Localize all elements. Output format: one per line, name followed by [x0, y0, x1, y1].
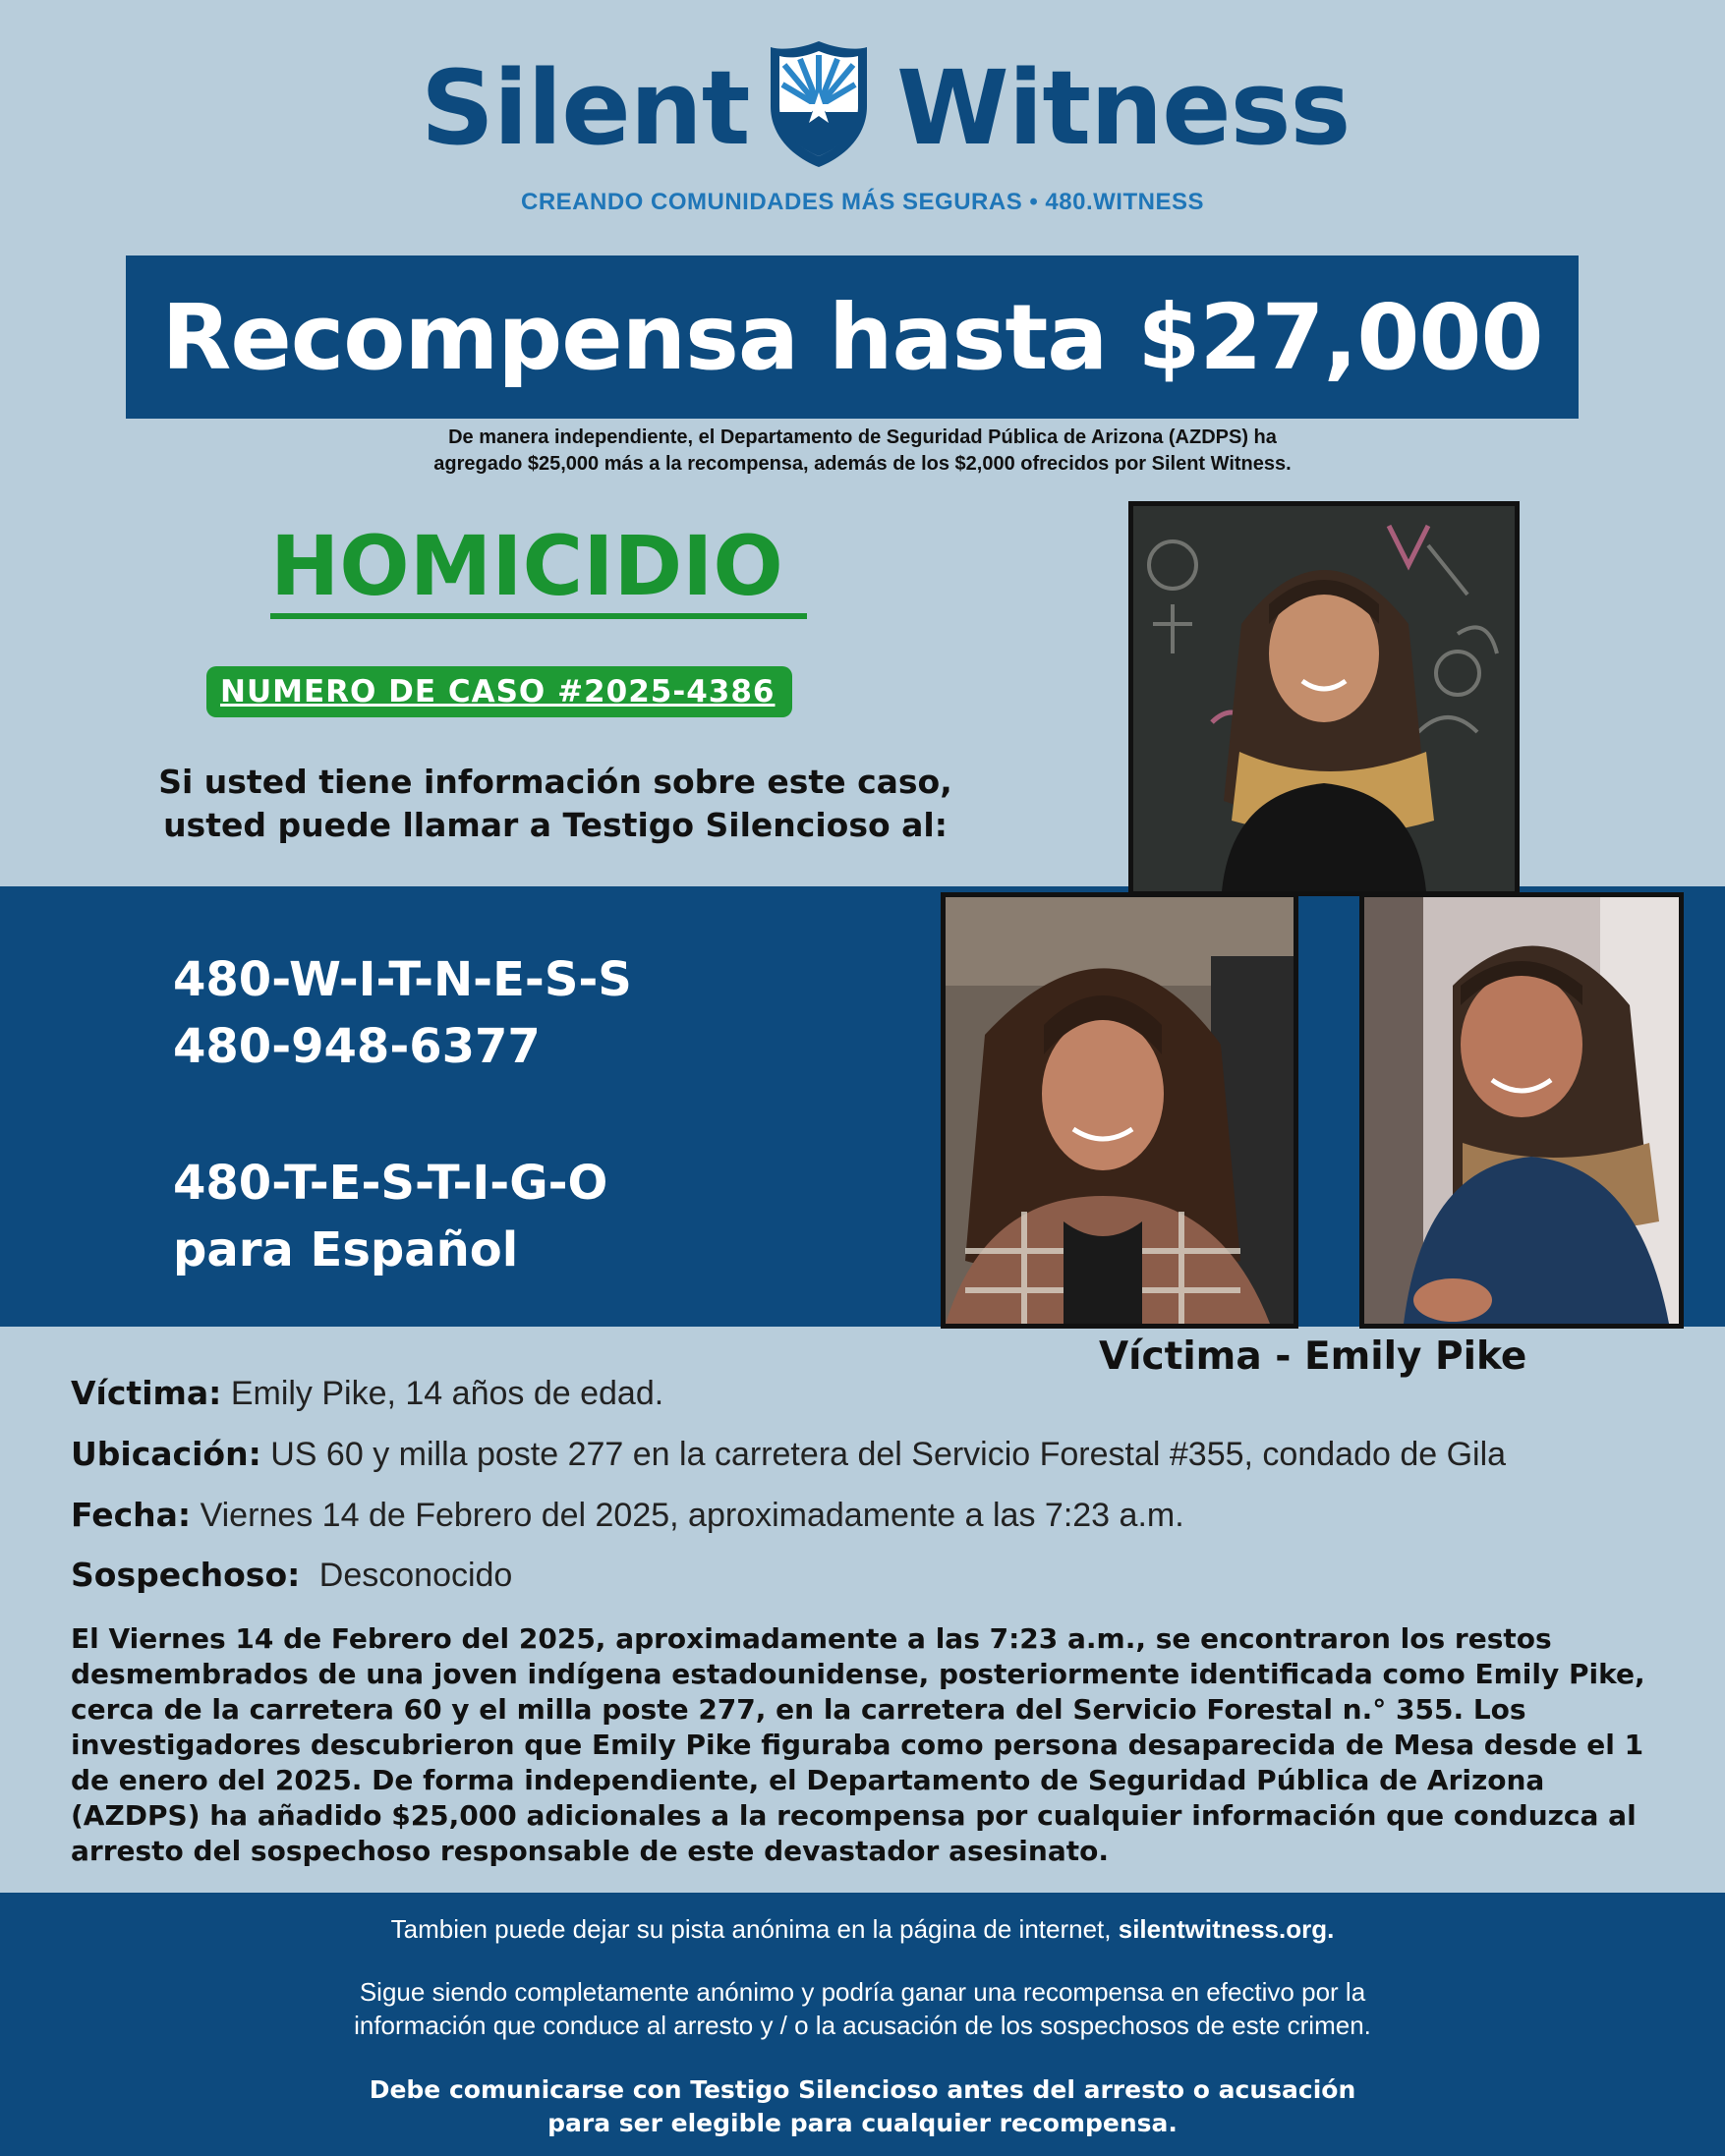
victim-photo-1	[1128, 501, 1520, 896]
phone-number: 480-948-6377	[173, 1019, 541, 1074]
fact-victim-value: Emily Pike, 14 años de edad.	[230, 1375, 664, 1412]
call-intro	[138, 761, 973, 847]
reward-note	[256, 425, 1469, 478]
fact-date	[71, 1496, 1184, 1535]
fact-victim-label: Víctima:	[71, 1374, 222, 1412]
call-intro-line: Si usted tiene información sobre este caso,	[158, 763, 952, 801]
reward-title: Recompensa hasta $27,000	[161, 284, 1543, 390]
footer-must-line: para ser elegible para cualquier recompensa.	[547, 2109, 1178, 2137]
case-narrative: El Viernes 14 de Febrero del 2025, aproximadamente a las 7:23 a.m., se encontraron los restos desmembrados de una joven indígena estadounidense, posteriormente identificada como Emily Pike, cerca de la carretera 60 y el milla poste 277, en la carretera del Servicio Forestal n.° 355. Los investigadores descubrieron que Emily Pike figuraba como persona desaparecida de Mesa desde el 1 de enero del 2025. De forma independiente, el Departamento de Seguridad Pública de Arizona (AZDPS) ha añadido $25,000 adicionales a la recompensa por cualquier información que conduzca al arresto del sospechoso responsable de este devastador asesinato.	[71, 1622, 1645, 1867]
footer-must-line: Debe comunicarse con Testigo Silencioso antes del arresto o acusación	[369, 2075, 1356, 2104]
shield-logo-icon	[765, 37, 873, 171]
victim-photo-2	[941, 892, 1298, 1329]
fact-victim	[71, 1374, 663, 1413]
fact-date-label: Fecha:	[71, 1496, 192, 1534]
fact-location-label: Ubicación:	[71, 1435, 261, 1473]
case-number-badge: NUMERO DE CASO #2025-4386	[206, 666, 792, 717]
fact-location-value: US 60 y milla poste 277 en la carretera del Servicio Forestal #355, condado de Gila	[270, 1436, 1507, 1473]
phone-spanish-note: para Español	[173, 1222, 519, 1277]
fact-date-value: Viernes 14 de Febrero del 2025, aproximadamente a las 7:23 a.m.	[200, 1497, 1184, 1534]
fact-location	[71, 1435, 1506, 1474]
reward-note-line: agregado $25,000 más a la recompensa, además de los $2,000 ofrecidos por Silent Witness.	[433, 453, 1292, 475]
footer-web-link[interactable]: silentwitness.org.	[1118, 1914, 1335, 1944]
tagline: CREANDO COMUNIDADES MÁS SEGURAS • 480.WITNESS	[521, 189, 1204, 215]
victim-photo-3	[1359, 892, 1684, 1329]
reward-banner	[126, 255, 1579, 419]
brand-name-right: Witness	[896, 48, 1351, 168]
fact-suspect	[71, 1556, 512, 1595]
reward-note-line: De manera independiente, el Departamento de Seguridad Pública de Arizona (AZDPS) ha	[448, 426, 1277, 448]
phone-witness: 480-W-I-T-N-E-S-S	[173, 952, 632, 1007]
footer-anon-line: información que conduce al arresto y / o la acusación de los sospechosos de este crimen.	[354, 2011, 1371, 2040]
fact-suspect-label: Sospechoso:	[71, 1556, 301, 1594]
footer-web-text: Tambien puede dejar su pista anónima en la página de internet,	[390, 1914, 1112, 1944]
footer-anon-line: Sigue siendo completamente anónimo y podría ganar una recompensa en efectivo por la	[359, 1977, 1366, 2007]
footer	[0, 1893, 1725, 2156]
footer-web-line	[0, 1912, 1725, 1946]
crime-title: HOMICIDIO	[270, 519, 807, 619]
victim-photo-caption: Víctima - Emily Pike	[1099, 1334, 1527, 1379]
fact-suspect-value: Desconocido	[318, 1557, 513, 1594]
brand-name-left: Silent	[421, 48, 750, 168]
call-intro-line: usted puede llamar a Testigo Silencioso al:	[163, 806, 948, 844]
phone-testigo: 480-T-E-S-T-I-G-O	[173, 1156, 608, 1211]
